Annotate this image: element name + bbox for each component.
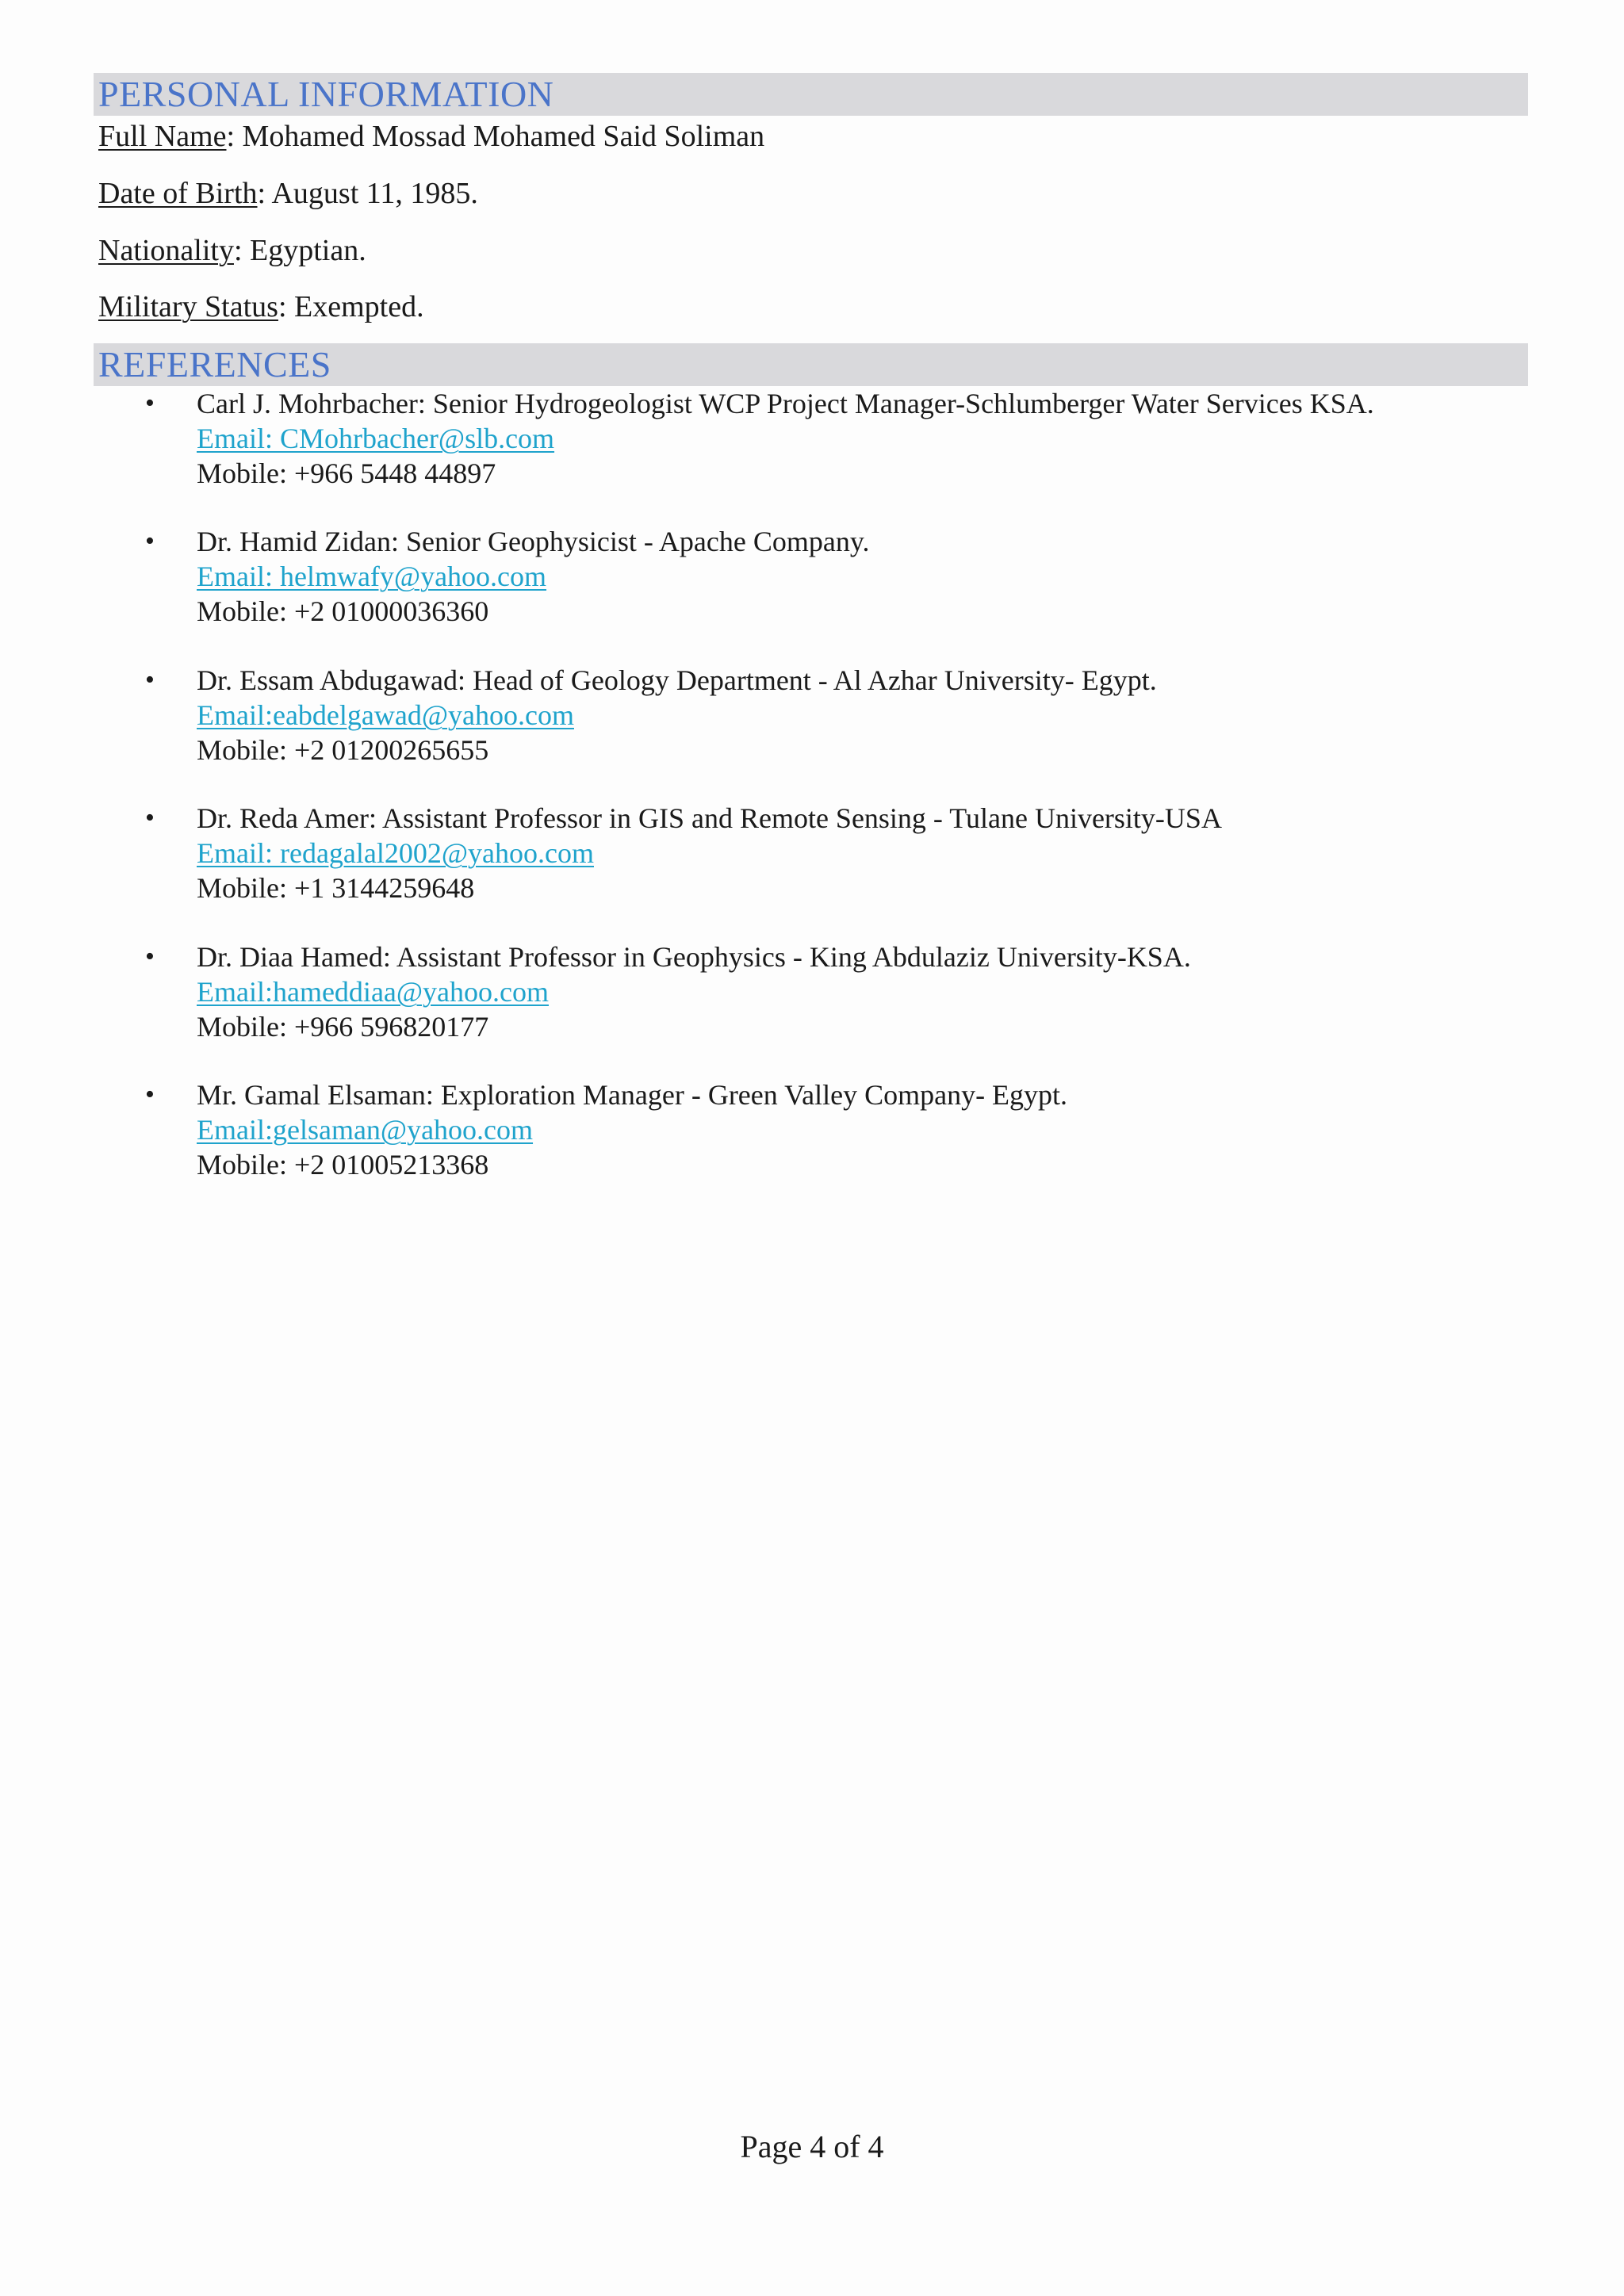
bullet-icon: • xyxy=(145,1080,155,1109)
full-name-label: Full Name xyxy=(98,120,227,153)
reference-mobile: Mobile: +2 01005213368 xyxy=(197,1149,489,1181)
date-of-birth-value: : August 11, 1985. xyxy=(257,177,478,210)
reference-email-link[interactable]: Email: CMohrbacher@slb.com xyxy=(197,423,555,454)
military-status-field xyxy=(98,289,424,325)
section-title-references: REFERENCES xyxy=(98,344,331,385)
reference-mobile: Mobile: +966 5448 44897 xyxy=(197,457,496,489)
personal-information-header xyxy=(94,73,1528,116)
section-title-personal: PERSONAL INFORMATION xyxy=(98,74,554,114)
reference-email-link[interactable]: Email: redagalal2002@yahoo.com xyxy=(197,837,594,869)
reference-email-link[interactable]: Email:eabdelgawad@yahoo.com xyxy=(197,699,574,731)
date-of-birth-label: Date of Birth xyxy=(98,177,258,210)
reference-email-link[interactable]: Email:hameddiaa@yahoo.com xyxy=(197,976,550,1008)
page-number: Page 4 of 4 xyxy=(740,2129,884,2164)
bullet-icon: • xyxy=(145,388,155,418)
nationality-field xyxy=(98,232,366,269)
reference-title: Carl J. Mohrbacher: Senior Hydrogeologist WCP Project Manager-Schlumberger Water Services KSA. xyxy=(197,388,1374,419)
reference-title: Dr. Reda Amer: Assistant Professor in GIS and Remote Sensing - Tulane University-USA xyxy=(197,802,1222,834)
reference-title: Dr. Hamid Zidan: Senior Geophysicist - Apache Company. xyxy=(197,526,870,557)
nationality-value: : Egyptian. xyxy=(233,234,366,267)
reference-title: Mr. Gamal Elsaman: Exploration Manager - Green Valley Company- Egypt. xyxy=(197,1079,1068,1111)
bullet-icon: • xyxy=(145,942,155,971)
reference-mobile: Mobile: +2 01200265655 xyxy=(197,734,489,766)
nationality-label: Nationality xyxy=(98,234,234,267)
reference-mobile: Mobile: +966 596820177 xyxy=(197,1011,489,1043)
reference-title: Dr. Diaa Hamed: Assistant Professor in Geophysics - King Abdulaziz University-KSA. xyxy=(197,941,1191,973)
reference-title: Dr. Essam Abdugawad: Head of Geology Department - Al Azhar University- Egypt. xyxy=(197,664,1157,696)
references-header xyxy=(94,343,1528,386)
date-of-birth-field xyxy=(98,175,478,212)
full-name-field xyxy=(98,118,764,155)
bullet-icon: • xyxy=(145,526,155,556)
reference-mobile: Mobile: +1 3144259648 xyxy=(197,872,475,904)
reference-mobile: Mobile: +2 01000036360 xyxy=(197,595,489,627)
full-name-value: : Mohamed Mossad Mohamed Said Soliman xyxy=(226,120,765,153)
military-status-label: Military Status xyxy=(98,290,278,323)
military-status-value: : Exempted. xyxy=(278,290,424,323)
reference-email-link[interactable]: Email: helmwafy@yahoo.com xyxy=(197,561,547,592)
bullet-icon: • xyxy=(145,803,155,832)
reference-email-link[interactable]: Email:gelsaman@yahoo.com xyxy=(197,1114,534,1146)
bullet-icon: • xyxy=(145,665,155,695)
